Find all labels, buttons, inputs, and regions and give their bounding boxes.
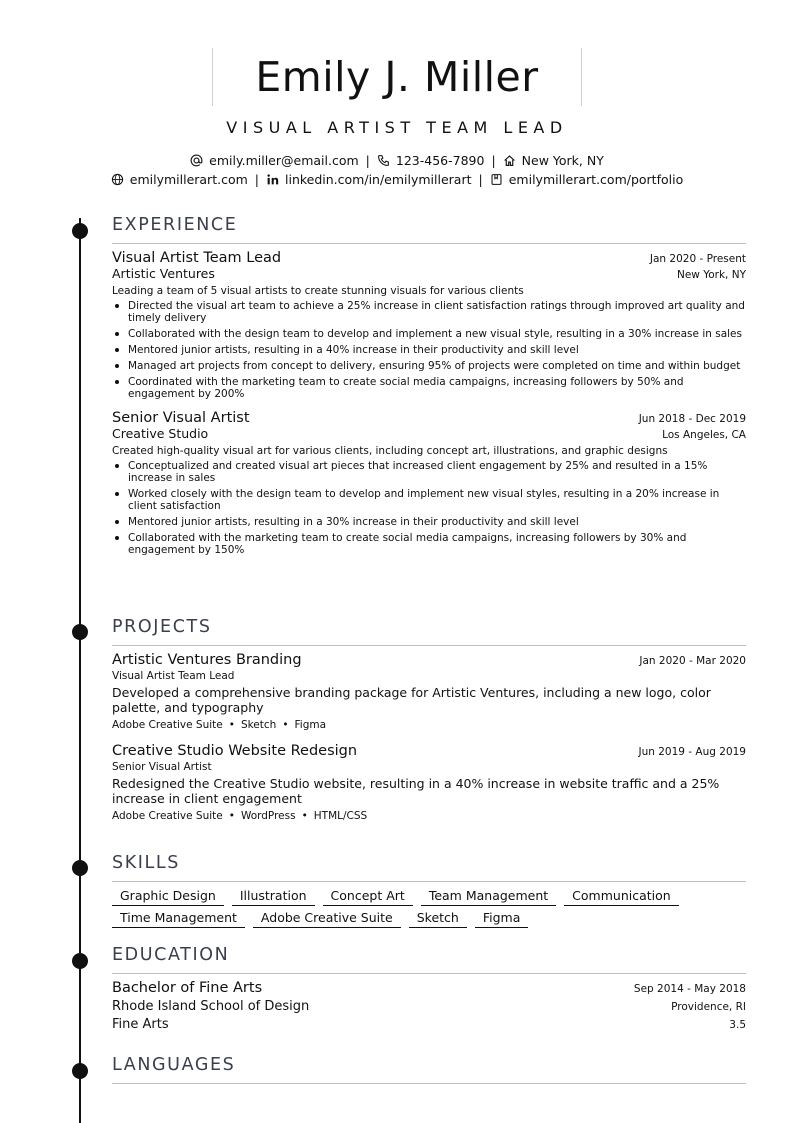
section-title: SKILLS [112, 853, 180, 873]
project-description: Developed a comprehensive branding package for Artistic Ventures, including a new logo, color palette, and typography [112, 685, 711, 715]
globe-icon [111, 173, 124, 186]
bullet-item: Collaborated with the design team to develop and implement a new visual style, resulting in a 30% increase in sales [112, 328, 746, 340]
bullet-list [112, 460, 746, 556]
timeline-dot-experience [72, 223, 88, 239]
skill-tag: Illustration [232, 888, 315, 906]
location-text: New York, NY [521, 153, 604, 168]
education-field-row [112, 1017, 746, 1032]
bullet-item: Collaborated with the marketing team to create social media campaigns, increasing followers by 30% and engagement by 150% [112, 532, 746, 556]
projects-section [112, 617, 746, 828]
bullet-item: Coordinated with the marketing team to create social media campaigns, increasing followers by 50% and engagement by 200% [112, 376, 746, 400]
entry-subheader [112, 266, 746, 281]
skill-tag: Concept Art [323, 888, 413, 906]
gpa-value: 3.5 [729, 1019, 746, 1031]
linkedin-link[interactable]: linkedin.com/in/emilymillerart [285, 172, 472, 187]
job-role: Senior Visual Artist [112, 410, 250, 426]
separator: | [254, 172, 259, 187]
bullet-list [112, 300, 746, 400]
section-title: EDUCATION [112, 945, 230, 965]
languages-section [112, 1055, 746, 1090]
portfolio-link[interactable]: emilymillerart.com/portfolio [508, 172, 684, 187]
school-name: Rhode Island School of Design [112, 999, 310, 1014]
skill-tag: Team Management [421, 888, 556, 906]
project-entry [112, 743, 746, 822]
project-dates: Jan 2020 - Mar 2020 [639, 655, 746, 667]
education-header [112, 980, 746, 996]
project-tools [112, 810, 746, 822]
skill-tag: Time Management [112, 910, 245, 928]
timeline-line [79, 218, 81, 1123]
entry-header [112, 652, 746, 668]
email-link[interactable]: emily.miller@email.com [209, 153, 359, 168]
tool-tag: Adobe Creative Suite [112, 810, 223, 822]
education-section [112, 945, 746, 1032]
candidate-name: Emily J. Miller [255, 53, 539, 101]
tag-separator: • [282, 719, 289, 731]
skills-section [112, 853, 746, 932]
company-name: Creative Studio [112, 426, 209, 441]
linkedin-icon [266, 173, 279, 186]
at-sign-icon [190, 154, 203, 167]
experience-entry [112, 250, 746, 400]
education-dates: Sep 2014 - May 2018 [633, 983, 746, 995]
phone-number[interactable]: 123-456-7890 [395, 153, 485, 168]
tool-tag: WordPress [240, 810, 296, 822]
portfolio-icon [490, 173, 503, 186]
job-role: Visual Artist Team Lead [112, 250, 282, 266]
job-summary: Created high-quality visual art for various clients, including concept art, illustrations, and graphic designs [112, 445, 668, 457]
project-entry [112, 652, 746, 731]
project-name: Artistic Ventures Branding [112, 652, 302, 668]
bullet-item: Mentored junior artists, resulting in a 30% increase in their productivity and skill level [112, 516, 746, 528]
project-role: Senior Visual Artist [112, 761, 212, 773]
school-location: Providence, RI [671, 1001, 746, 1013]
project-name: Creative Studio Website Redesign [112, 743, 358, 759]
tool-tag: Figma [294, 719, 327, 731]
project-role: Visual Artist Team Lead [112, 670, 235, 682]
bullet-item: Worked closely with the design team to develop and implement new visual styles, resulting in a 20% increase in client satisfaction [112, 488, 746, 512]
section-title: LANGUAGES [112, 1055, 236, 1075]
project-tools [112, 719, 746, 731]
entry-header [112, 410, 746, 426]
entry-subheader [112, 426, 746, 441]
tool-tag: Sketch [240, 719, 277, 731]
section-divider [112, 645, 746, 646]
contact-info [0, 151, 794, 189]
timeline-dot-languages [72, 1063, 88, 1079]
tag-separator: • [228, 719, 235, 731]
education-school-row [112, 999, 746, 1014]
phone-icon [377, 154, 390, 167]
section-divider [112, 243, 746, 244]
separator: | [478, 172, 483, 187]
tag-separator: • [228, 810, 235, 822]
tool-tag: HTML/CSS [313, 810, 368, 822]
name-frame [212, 48, 582, 106]
job-location: New York, NY [676, 269, 746, 281]
resume-header [0, 40, 794, 189]
website-link[interactable]: emilymillerart.com [129, 172, 248, 187]
section-title: PROJECTS [112, 617, 212, 637]
degree-name: Bachelor of Fine Arts [112, 980, 263, 996]
job-title: VISUAL ARTIST TEAM LEAD [226, 118, 568, 137]
project-description: Redesigned the Creative Studio website, resulting in a 40% increase in website traffic and a 25% increase in client engagement [112, 776, 720, 806]
section-divider [112, 1083, 746, 1084]
skill-tag: Communication [564, 888, 679, 906]
skills-list [112, 888, 746, 932]
bullet-item: Directed the visual art team to achieve a 25% increase in client satisfaction ratings through improved art quality and timely delivery [112, 300, 746, 324]
bullet-item: Mentored junior artists, resulting in a 40% increase in their productivity and skill level [112, 344, 746, 356]
experience-entry [112, 410, 746, 556]
skill-tag: Figma [475, 910, 529, 928]
skill-tag: Graphic Design [112, 888, 224, 906]
contact-line-2 [0, 170, 794, 189]
timeline-dot-projects [72, 624, 88, 640]
separator: | [491, 153, 496, 168]
contact-line-1 [0, 151, 794, 170]
timeline-dot-skills [72, 860, 88, 876]
skill-tag: Adobe Creative Suite [253, 910, 401, 928]
skill-tag: Sketch [409, 910, 467, 928]
section-divider [112, 881, 746, 882]
project-dates: Jun 2019 - Aug 2019 [638, 746, 746, 758]
tag-separator: • [301, 810, 308, 822]
bullet-item: Conceptualized and created visual art pieces that increased client engagement by 25% and resulted in a 15% increase in sales [112, 460, 746, 484]
home-icon [503, 154, 516, 167]
job-dates: Jan 2020 - Present [649, 253, 746, 265]
section-title: EXPERIENCE [112, 215, 238, 235]
tool-tag: Adobe Creative Suite [112, 719, 223, 731]
section-divider [112, 973, 746, 974]
separator: | [365, 153, 370, 168]
job-summary: Leading a team of 5 visual artists to create stunning visuals for various clients [112, 285, 524, 297]
field-of-study: Fine Arts [112, 1017, 169, 1032]
timeline-dot-education [72, 953, 88, 969]
entry-header [112, 250, 746, 266]
entry-header [112, 743, 746, 759]
job-dates: Jun 2018 - Dec 2019 [638, 413, 746, 425]
bullet-item: Managed art projects from concept to delivery, ensuring 95% of projects were completed on time and within budget [112, 360, 746, 372]
job-location: Los Angeles, CA [662, 429, 746, 441]
company-name: Artistic Ventures [112, 266, 215, 281]
experience-section [112, 215, 746, 562]
